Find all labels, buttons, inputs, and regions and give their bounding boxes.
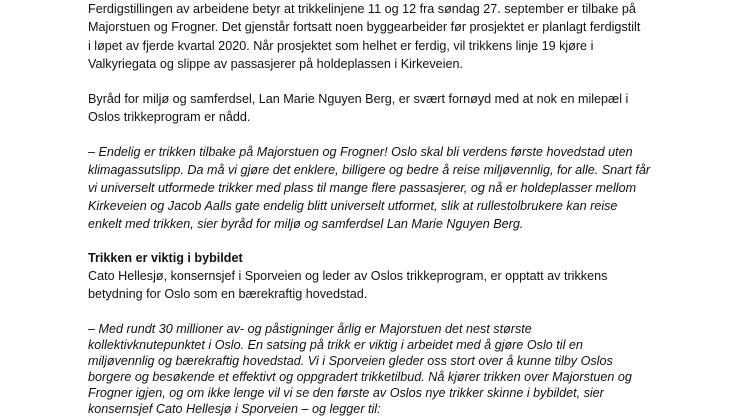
quote-2-line-1: – Med rundt 30 millioner av- og påstigninger årlig er Majorstuen det nest største (88, 322, 532, 336)
quote-2-line-6: konsernsjef Cato Hellesjø i Sporveien – og legger til: (88, 402, 381, 416)
quote-1-line-4: Kirkeveien og Jacob Aalls gate endelig blitt universelt utformet, slik at rullestolbrukere kan reise (88, 199, 618, 213)
quote-2-line-4: borgere og besøkende et effektivt og oppgradert trikketilbud. Nå kjører trikken over Majorstuen og (88, 370, 632, 384)
paragraph-3-line-2: betydning for Oslo som en bærekraftig hovedstad. (88, 287, 368, 301)
paragraph-1-line-3: i løpet av fjerde kvartal 2020. Når prosjektet som helhet er ferdig, vil trikkens linje 19 kjøre i (88, 39, 594, 53)
paragraph-3-line-1: Cato Hellesjø, konsernsjef i Sporveien og leder av Oslos trikkeprogram, er opptatt av trikkens (88, 269, 608, 283)
quote-1-line-3: vi universelt utformede trikker med plass til mange flere passasjerer, og nå er holdeplasser mellom (88, 181, 637, 195)
quote-2-line-2: kollektivknutepunktet i Oslo. En satsing på trikk er viktig i arbeidet med å gjøre Oslo til en (88, 338, 583, 352)
paragraph-1-line-2: Majorstuen og Frogner. Det gjenstår fortsatt noen byggearbeider før prosjektet er planlagt ferdigstilt (88, 20, 641, 34)
quote-1-line-1: – Endelig er trikken tilbake på Majorstuen og Frogner! Oslo skal bli verdens første hovedstad uten (88, 145, 633, 159)
paragraph-2-line-1: Byråd for miljø og samferdsel, Lan Marie Nguyen Berg, er svært fornøyd med at nok en milepæl i (88, 92, 629, 106)
quote-2-line-5: Frogner igjen, og om ikke lenge vil vi se den første av Oslos nye trikker skinne i bybildet, sier (88, 386, 604, 400)
quote-2-line-3: miljøvennlig og bærekraftig hovedstad. Vi i Sporveien gleder oss stort over å kunne tilby Oslos (88, 354, 613, 368)
paragraph-1-line-1: Ferdigstillingen av arbeidene betyr at trikkelinjene 11 og 12 fra søndag 27. september er tilbake på (88, 2, 636, 16)
paragraph-2-line-2: Oslos trikkeprogram er nådd. (88, 110, 251, 124)
section-heading: Trikken er viktig i bybildet (88, 251, 243, 265)
quote-1-line-2: klimagassutslipp. Da må vi gjøre det enklere, billigere og bedre å reise miljøvennlig, for alle. Snart får (88, 163, 651, 177)
paragraph-1-line-4: Valkyriegata og slippe av passasjerer på holdeplassen i Kirkeveien. (88, 57, 463, 71)
quote-1-line-5: enkelt med trikken, sier byråd for miljø og samferdsel Lan Marie Nguyen Berg. (88, 217, 524, 231)
